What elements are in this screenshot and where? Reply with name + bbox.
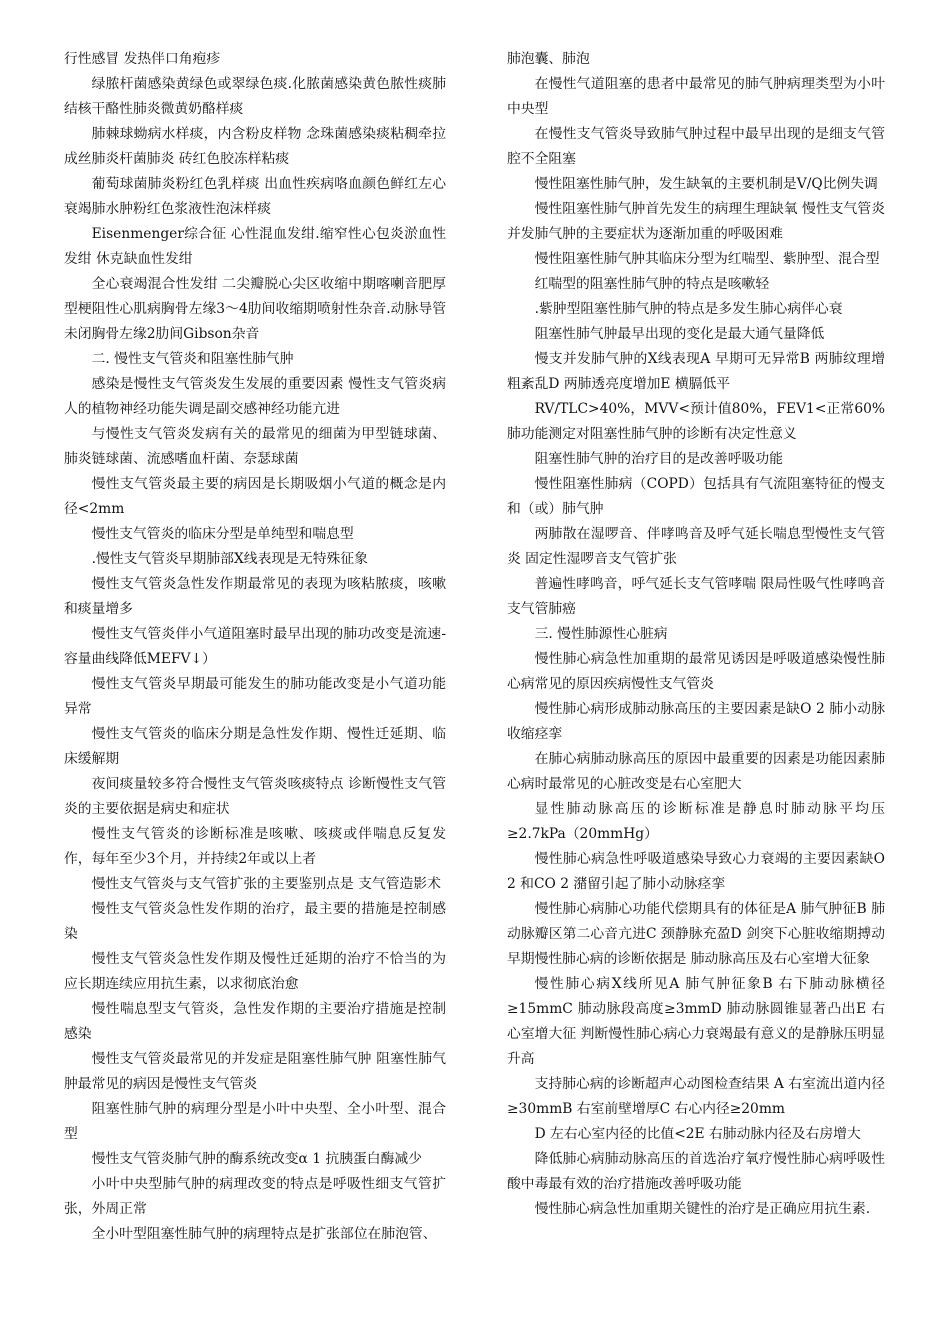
right-column [507, 47, 885, 1222]
paragraph: 慢性阻塞性肺气肿，发生缺氧的主要机制是V/Q比例失调 [534, 176, 878, 192]
paragraph: 慢性支气管炎的诊断标准是咳嗽、咳痰或伴喘息反复发作，每年至少3个月，并持续2年或以上者 [64, 826, 446, 867]
paragraph: 慢性阻塞性肺气肿其临床分型为红喘型、紫肿型、混合型 [534, 251, 880, 267]
left-column [64, 47, 446, 1247]
paragraph: 阻塞性肺气肿的病理分型是小叶中央型、全小叶型、混合型 [64, 1101, 446, 1142]
paragraph: 支持肺心病的诊断超声心动图检查结果 A 右室流出道内径≥30mmB 右室前壁增厚C 右心内径≥20mm [507, 1076, 885, 1117]
section-heading: 二. 慢性支气管炎和阻塞性肺气肿 [91, 351, 294, 367]
paragraph: 慢性支气管炎急性发作期的治疗，最主要的措施是控制感染 [64, 901, 446, 942]
paragraph: 显性肺动脉高压的诊断标准是静息时肺动脉平均压≥2.7kPa（20mmHg） [507, 801, 885, 842]
paragraph: 慢性阻塞性肺病（COPD）包括具有气流阻塞特征的慢支和（或）肺气肿 [507, 476, 885, 517]
paragraph: 慢性支气管炎肺气肿的酶系统改变α 1 抗胰蛋白酶减少 [91, 1151, 422, 1167]
paragraph: 与慢性支气管炎发病有关的最常见的细菌为甲型链球菌、肺炎链球菌、流感嗜血杆菌、奈瑟球菌 [64, 426, 446, 467]
section-heading: 三. 慢性肺源性心脏病 [534, 626, 668, 642]
paragraph: 慢性支气管炎最常见的并发症是阻塞性肺气肿 阻塞性肺气肿最常见的病因是慢性支气管炎 [64, 1051, 446, 1092]
paragraph: 慢性支气管炎最主要的病因是长期吸烟小气道的概念是内径<2mm [64, 476, 446, 517]
paragraph: 慢性喘息型支气管炎，急性发作期的主要治疗措施是控制感染 [64, 1001, 446, 1042]
paragraph: .紫肿型阻塞性肺气肿的特点是多发生肺心病伴心衰 [534, 301, 843, 317]
paragraph: 肺棘球蚴病水样痰，内含粉皮样物 念珠菌感染痰粘稠牵拉成丝肺炎杆菌肺炎 砖红色胶冻样粘痰 [64, 126, 446, 167]
paragraph: 慢性肺心病急性呼吸道感染导致心力衰竭的主要因素缺O 2 和CO 2 潴留引起了肺小动脉痉挛 [507, 851, 885, 892]
paragraph: D 左右心室内径的比值<2E 右肺动脉内径及右房增大 [534, 1126, 861, 1142]
paragraph: 慢支并发肺气肿的X线表现A 早期可无异常B 两肺纹理增粗紊乱D 两肺透亮度增加E 横膈低平 [507, 351, 885, 392]
paragraph: .慢性支气管炎早期肺部X线表现是无特殊征象 [91, 551, 368, 567]
paragraph: 慢性支气管炎的临床分期是急性发作期、慢性迁延期、临床缓解期 [64, 726, 446, 767]
paragraph: 夜间痰量较多符合慢性支气管炎咳痰特点 诊断慢性支气管炎的主要依据是病史和症状 [64, 776, 446, 817]
paragraph: 绿脓杆菌感染黄绿色或翠绿色痰.化脓菌感染黄色脓性痰肺结核干酪性肺炎微黄奶酪样痰 [64, 76, 446, 117]
paragraph: 两肺散在湿啰音、伴哮鸣音及呼气延长喘息型慢性支气管炎 固定性湿啰音支气管扩张 [507, 526, 885, 567]
paragraph: 普遍性哮鸣音，呼气延长支气管哮喘 限局性吸气性哮鸣音支气管肺癌 [507, 576, 885, 617]
paragraph: 阻塞性肺气肿的治疗目的是改善呼吸功能 [534, 451, 783, 467]
paragraph: 慢性肺心病急性加重期关键性的治疗是正确应用抗生素. [534, 1201, 871, 1217]
paragraph: 慢性肺心病X线所见A 肺气肿征象B 右下肺动脉横径≥15mmC 肺动脉段高度≥3mmD 肺动脉圆锥显著凸出E 右心室增大征 判断慢性肺心病心力衰竭最有意义的是静脉压明显升高 [507, 976, 885, 1067]
paragraph: 肺泡囊、肺泡 [507, 51, 590, 67]
paragraph: 阻塞性肺气肿最早出现的变化是最大通气量降低 [534, 326, 825, 342]
paragraph: 慢性支气管炎早期最可能发生的肺功能改变是小气道功能异常 [64, 676, 446, 717]
paragraph: Eisenmenger综合征 心性混血发绀.缩窄性心包炎淤血性发绀 休克缺血性发绀 [64, 226, 446, 267]
paragraph: 慢性支气管炎与支气管扩张的主要鉴别点是 支气管造影术 [91, 876, 441, 892]
paragraph: 在慢性支气管炎导致肺气肿过程中最早出现的是细支气管腔不全阻塞 [507, 126, 885, 167]
paragraph: 在慢性气道阻塞的患者中最常见的肺气肿病理类型为小叶中央型 [507, 76, 885, 117]
paragraph: 在肺心病肺动脉高压的原因中最重要的因素是功能因素肺心病时最常见的心脏改变是右心室肥大 [507, 751, 885, 792]
paragraph: 慢性支气管炎急性发作期最常见的表现为咳粘脓痰，咳嗽和痰量增多 [64, 576, 446, 617]
paragraph: 慢性支气管炎伴小气道阻塞时最早出现的肺功改变是流速-容量曲线降低MEFV↓） [64, 626, 446, 667]
paragraph: 全心衰竭混合性发绀 二尖瓣脱心尖区收缩中期喀喇音肥厚型梗阻性心肌病胸骨左缘3～4肋间收缩期喷射性杂音.动脉导管未闭胸骨左缘2肋间Gibson杂音 [64, 276, 446, 342]
paragraph: 小叶中央型肺气肿的病理改变的特点是呼吸性细支气管扩张，外周正常 [64, 1176, 446, 1217]
paragraph: 慢性阻塞性肺气肿首先发生的病理生理缺氧 慢性支气管炎并发肺气肿的主要症状为逐渐加重的呼吸困难 [507, 201, 885, 242]
paragraph: 感染是慢性支气管炎发生发展的重要因素 慢性支气管炎病人的植物神经功能失调是副交感神经功能亢进 [64, 376, 446, 417]
paragraph: 降低肺心病肺动脉高压的首选治疗氧疗慢性肺心病呼吸性酸中毒最有效的治疗措施改善呼吸功能 [507, 1151, 885, 1192]
paragraph: 行性感冒 发热伴口角疱疹 [64, 51, 221, 67]
paragraph: 慢性肺心病形成肺动脉高压的主要因素是缺O 2 肺小动脉收缩痉挛 [507, 701, 885, 742]
paragraph: RV/TLC>40%，MVV<预计值80%，FEV1<正常60%肺功能测定对阻塞性肺气肿的诊断有决定性意义 [507, 401, 885, 442]
paragraph: 红喘型的阻塞性肺气肿的特点是咳嗽轻 [534, 276, 770, 292]
paragraph: 葡萄球菌肺炎粉红色乳样痰 出血性疾病咯血颜色鲜红左心衰竭肺水肿粉红色浆液性泡沫样痰 [64, 176, 446, 217]
paragraph: 慢性肺心病肺心功能代偿期具有的体征是A 肺气肿征B 肺动脉瓣区第二心音亢进C 颈静脉充盈D 剑突下心脏收缩期搏动 早期慢性肺心病的诊断依据是 肺动脉高压及右心室增大征象 [507, 901, 885, 967]
paragraph: 全小叶型阻塞性肺气肿的病理特点是扩张部位在肺泡管、 [91, 1226, 437, 1242]
paragraph: 慢性支气管炎的临床分型是单纯型和喘息型 [91, 526, 354, 542]
paragraph: 慢性支气管炎急性发作期及慢性迁延期的治疗不恰当的为应长期连续应用抗生素，以求彻底治愈 [64, 951, 446, 992]
paragraph: 慢性肺心病急性加重期的最常见诱因是呼吸道感染慢性肺心病常见的原因疾病慢性支气管炎 [507, 651, 885, 692]
